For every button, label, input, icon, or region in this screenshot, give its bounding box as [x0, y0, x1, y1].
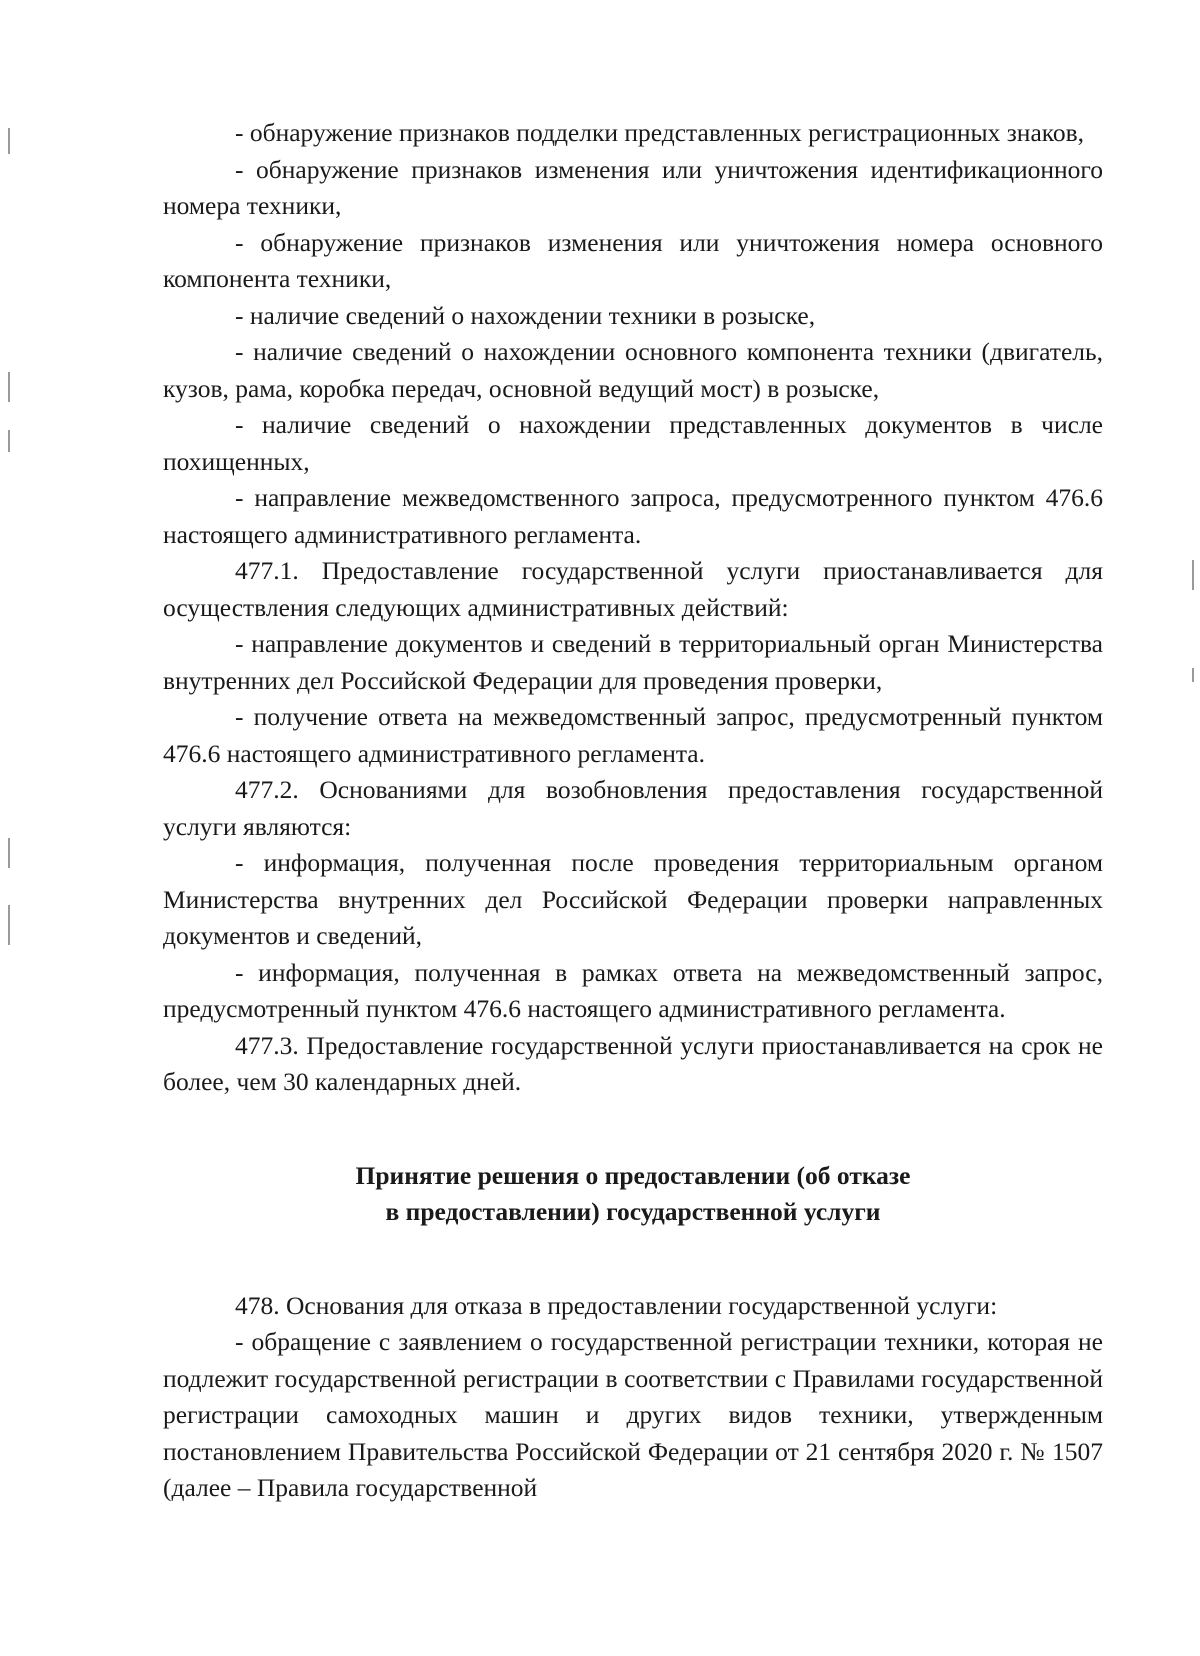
- clause-477-3: 477.3. Предоставление государственной услуги приостанавливается на срок не более, чем 30 календарных дней.: [163, 1030, 1103, 1096]
- scan-edge-mark: [8, 838, 10, 868]
- list-item-plate-forgery: - обнаружение признаков подделки представленных регистрационных знаков,: [235, 118, 1085, 147]
- list-item-documents-stolen: - наличие сведений о нахождении представленных документов в числе похищенных,: [163, 410, 1103, 476]
- list-item-send-to-mvd: - направление документов и сведений в территориальный орган Министерства внутренних дел Российской Федерации для проведения проверки,: [163, 629, 1103, 695]
- scan-edge-mark: [8, 372, 10, 402]
- list-item-interagency-request: - направление межведомственного запроса, предусмотренного пунктом 476.6 настоящего административного регламента.: [163, 483, 1103, 549]
- list-item-receive-response: - получение ответа на межведомственный запрос, предусмотренный пунктом 476.6 настоящего административного регламента.: [163, 702, 1103, 768]
- list-item-component-number-alteration: - обнаружение признаков изменения или уничтожения номера основного компонента техники,: [163, 227, 1103, 293]
- clause-477-1: 477.1. Предоставление государственной услуги приостанавливается для осуществления следующих административных действий:: [163, 556, 1103, 622]
- section-heading: [163, 1158, 1103, 1231]
- scan-edge-mark: [8, 905, 10, 945]
- scan-edge-mark: [8, 128, 10, 154]
- list-item-mvd-check-info: - информация, полученная после проведения территориальным органом Министерства внутренних дел Российской Федерации проверки направленных документов и сведений,: [163, 848, 1103, 950]
- scan-edge-mark: [1192, 560, 1194, 590]
- list-item-component-wanted: - наличие сведений о нахождении основного компонента техники (двигатель, кузов, рама, коробка передач, основной ведущий мост) в розыске,: [163, 337, 1103, 403]
- section-heading-line-1: Принятие решения о предоставлении (об отказе: [355, 1160, 911, 1190]
- list-item-not-registrable: - обращение с заявлением о государственной регистрации техники, которая не подлежит государственной регистрации в соответствии с Правилами государственной регистрации самоходных машин и других видов техники, утвержденным постановлением Правительства Российской Федерации от 21 сентября 2020 г. № 1507 (далее – Правила государственной: [163, 1327, 1103, 1502]
- scan-edge-mark: [1192, 668, 1194, 682]
- document-body: [163, 115, 1103, 1507]
- list-item-vin-alteration: - обнаружение признаков изменения или уничтожения идентификационного номера техники,: [163, 154, 1103, 220]
- clause-477-2: 477.2. Основаниями для возобновления предоставления государственной услуги являются:: [163, 775, 1103, 841]
- list-item-response-info: - информация, полученная в рамках ответа на межведомственный запрос, предусмотренный пунктом 476.6 настоящего административного регламента.: [163, 957, 1103, 1023]
- list-item-vehicle-wanted: - наличие сведений о нахождении техники в розыске,: [235, 300, 816, 330]
- scan-edge-mark: [8, 430, 10, 452]
- section-heading-line-2: в предоставлении) государственной услуги: [385, 1197, 881, 1226]
- clause-478: 478. Основания для отказа в предоставлении государственной услуги:: [235, 1290, 998, 1320]
